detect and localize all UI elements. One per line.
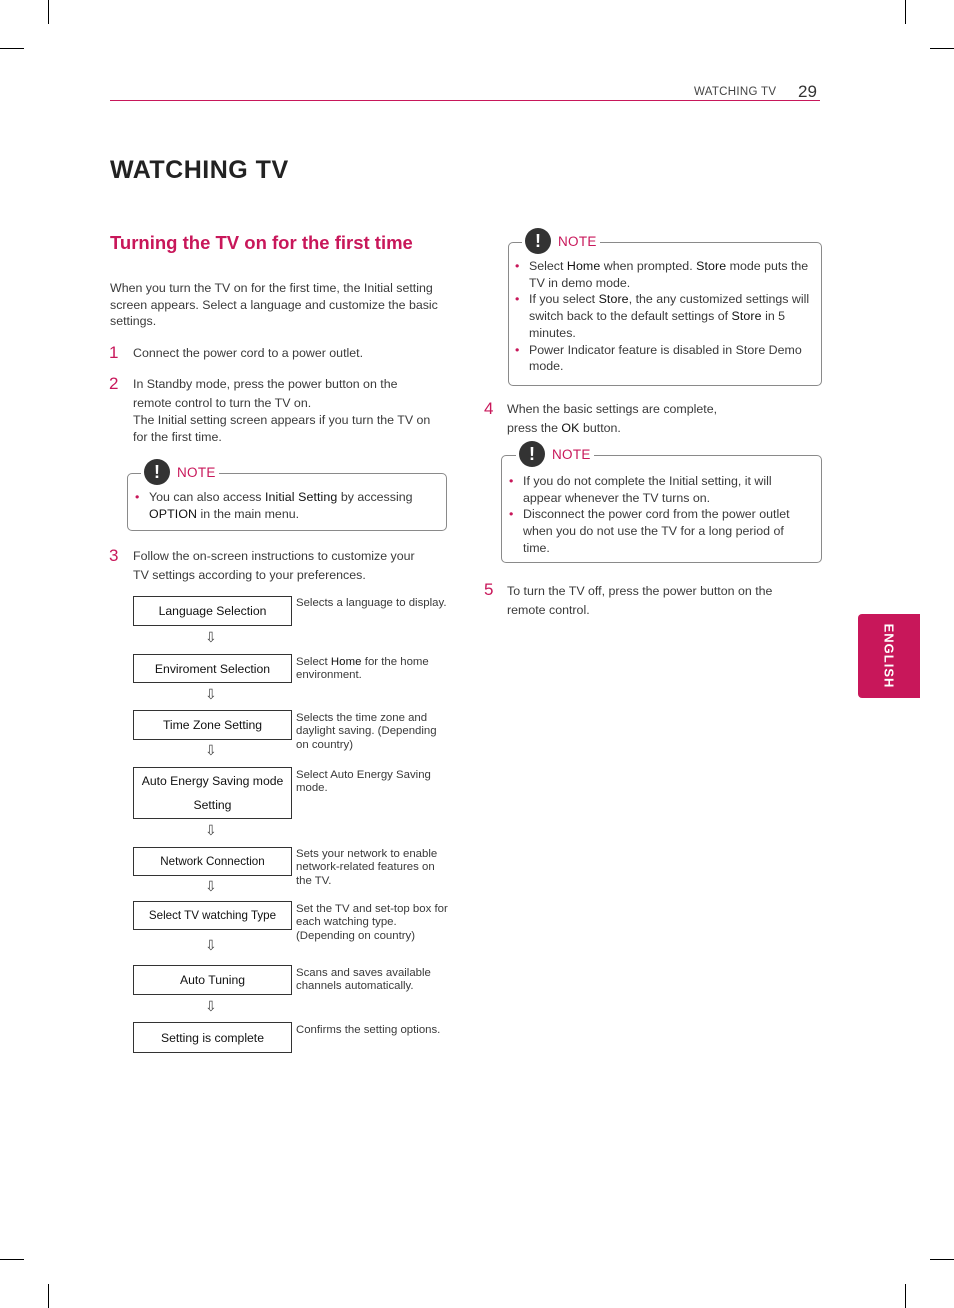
- language-tab-label: ENGLISH: [881, 623, 897, 689]
- page-number: 29: [798, 82, 817, 101]
- crop-mark: [905, 0, 906, 24]
- down-arrow-icon: ⇩: [205, 937, 217, 953]
- note-item: • If you do not complete the Initial setting, it will appear whenever the TV turns on.: [509, 473, 809, 506]
- step-text: When the basic settings are complete,: [507, 402, 718, 416]
- flow-box-network-connection: Network Connection: [133, 847, 292, 876]
- note-list: [509, 473, 809, 557]
- down-arrow-icon: ⇩: [205, 686, 217, 702]
- flow-description: Scans and saves available channels automatically.: [296, 967, 431, 993]
- note-label: NOTE: [558, 233, 597, 249]
- step-number: 4: [484, 399, 494, 418]
- flow-description: Sets your network to enable network-related features on the TV.: [296, 848, 438, 887]
- step-text: To turn the TV off, press the power button on the remote control.: [507, 584, 773, 617]
- note-list: [515, 258, 811, 375]
- step-number: 3: [109, 546, 119, 565]
- page-title: WATCHING TV: [110, 156, 289, 184]
- flow-box-time-zone-setting: Time Zone Setting: [133, 710, 292, 740]
- step-number: 2: [109, 374, 119, 393]
- flow-box-auto-tuning: Auto Tuning: [133, 965, 292, 995]
- note-item: • You can also access Initial Setting by accessing OPTION in the main menu.: [135, 489, 435, 522]
- step-text: Follow the on-screen instructions to customize your: [133, 549, 415, 563]
- flow-description: Select Home for the home environment.: [296, 656, 429, 682]
- flow-box-environment-selection: Enviroment Selection: [133, 654, 292, 683]
- crop-mark: [930, 48, 954, 49]
- exclamation-icon: !: [525, 228, 551, 254]
- down-arrow-icon: ⇩: [205, 629, 217, 645]
- crop-mark: [0, 48, 24, 49]
- flow-description: Selects the time zone and daylight saving. (Depending on country): [296, 712, 437, 751]
- running-header: WATCHING TV: [694, 86, 777, 98]
- step-text: press the OK button.: [507, 421, 621, 435]
- intro-paragraph: When you turn the TV on for the first time, the Initial setting screen appears. Select a language and customize the basic settings.: [110, 281, 438, 328]
- crop-mark: [0, 1259, 24, 1260]
- step-text: TV settings according to your preferences.: [133, 568, 366, 582]
- step-text: remote control to turn the TV on.: [133, 396, 312, 410]
- down-arrow-icon: ⇩: [205, 998, 217, 1014]
- header-rule: [110, 100, 820, 101]
- note-list: [135, 489, 435, 522]
- flow-box-auto-energy-saving: Auto Energy Saving mode Setting: [133, 767, 292, 819]
- crop-mark: [930, 1259, 954, 1260]
- note-label: NOTE: [552, 446, 591, 462]
- flow-description: Set the TV and set-top box for each watching type. (Depending on country): [296, 903, 448, 942]
- step-text: The Initial setting screen appears if you turn the TV on for the first time.: [133, 413, 431, 444]
- step-text: In Standby mode, press the power button on the: [133, 377, 398, 391]
- flow-description: Selects a language to display.: [296, 597, 447, 609]
- note-header: [141, 459, 219, 485]
- step-number: 5: [484, 580, 494, 599]
- crop-mark: [48, 0, 49, 24]
- step-text: Connect the power cord to a power outlet.: [133, 346, 364, 360]
- flow-box-language-selection: Language Selection: [133, 596, 292, 626]
- language-side-tab: [858, 614, 920, 698]
- note-header: [516, 441, 594, 467]
- flow-box-setting-complete: Setting is complete: [133, 1022, 292, 1053]
- step-number: 1: [109, 343, 119, 362]
- flow-description: Confirms the setting options.: [296, 1024, 441, 1036]
- note-header: [522, 228, 600, 254]
- flow-description: Select Auto Energy Saving mode.: [296, 769, 431, 795]
- down-arrow-icon: ⇩: [205, 878, 217, 894]
- note-item: • Power Indicator feature is disabled in Store Demo mode.: [515, 342, 811, 375]
- note-item: • Disconnect the power cord from the power outlet when you do not use the TV for a long period of time.: [509, 506, 809, 556]
- section-subtitle: Turning the TV on for the first time: [110, 232, 413, 253]
- down-arrow-icon: ⇩: [205, 742, 217, 758]
- down-arrow-icon: ⇩: [205, 822, 217, 838]
- flow-box-select-tv-watching-type: Select TV watching Type: [133, 901, 292, 930]
- exclamation-icon: !: [519, 441, 545, 467]
- note-label: NOTE: [177, 464, 216, 480]
- exclamation-icon: !: [144, 459, 170, 485]
- note-item: • If you select Store, the any customized settings will switch back to the default settings of Store in 5 minutes.: [515, 291, 811, 341]
- note-item: • Select Home when prompted. Store mode puts the TV in demo mode.: [515, 258, 811, 291]
- crop-mark: [48, 1284, 49, 1308]
- crop-mark: [905, 1284, 906, 1308]
